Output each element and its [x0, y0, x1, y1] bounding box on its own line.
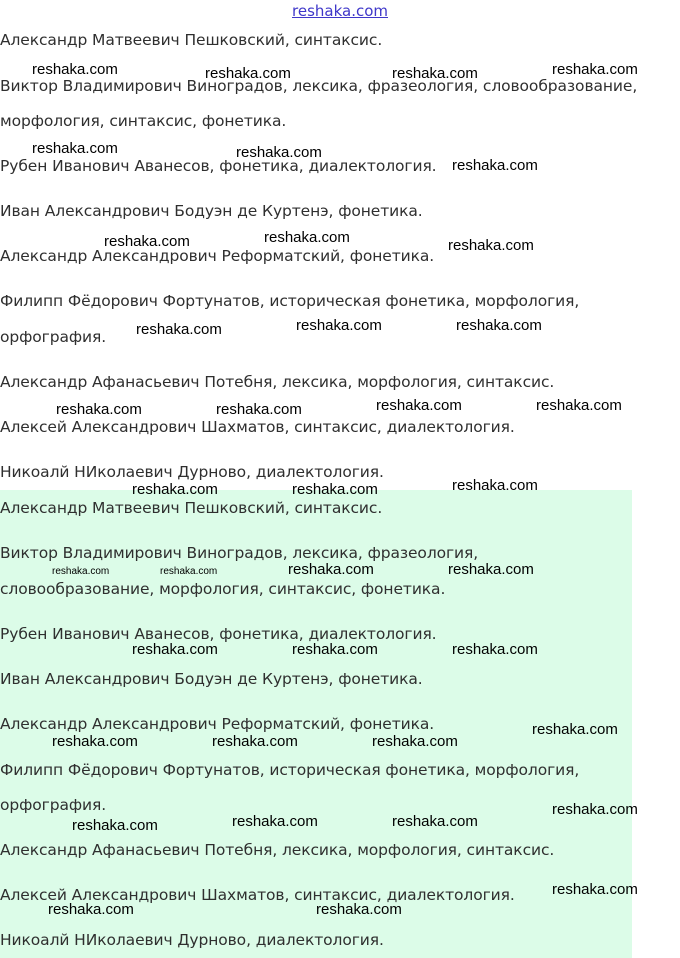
text-line: орфография. [0, 796, 107, 814]
text-line: Александр Матвеевич Пешковский, синтаксис. [0, 31, 383, 49]
watermark: reshaka.com [264, 229, 350, 246]
watermark: reshaka.com [536, 397, 622, 414]
text-line: Александр Афанасьевич Потебня, лексика, морфология, синтаксис. [0, 373, 555, 391]
text-line: Алексей Александрович Шахматов, синтаксис, диалектология. [0, 886, 515, 904]
watermark: reshaka.com [288, 561, 374, 578]
watermark: reshaka.com [392, 813, 478, 830]
watermark: reshaka.com [48, 901, 134, 918]
watermark: reshaka.com [292, 641, 378, 658]
text-line: Рубен Иванович Аванесов, фонетика, диалектология. [0, 625, 437, 643]
text-line: Александр Матвеевич Пешковский, синтаксис. [0, 499, 383, 517]
watermark: reshaka.com [296, 317, 382, 334]
watermark: reshaka.com [376, 397, 462, 414]
watermark: reshaka.com [52, 566, 110, 577]
watermark: reshaka.com [205, 65, 291, 82]
text-line: Иван Александрович Бодуэн де Куртенэ, фонетика. [0, 670, 423, 688]
watermark: reshaka.com [56, 401, 142, 418]
watermark: reshaka.com [532, 721, 618, 738]
text-line: морфология, синтаксис, фонетика. [0, 112, 287, 130]
watermark: reshaka.com [132, 481, 218, 498]
watermark: reshaka.com [372, 733, 458, 750]
watermark: reshaka.com [452, 157, 538, 174]
watermark: reshaka.com [392, 65, 478, 82]
text-line: орфография. [0, 328, 107, 346]
text-line: Никоалй НИколаевич Дурново, диалектология. [0, 463, 384, 481]
text-line: Никоалй НИколаевич Дурново, диалектология. [0, 931, 384, 949]
text-line: Александр Афанасьевич Потебня, лексика, морфология, синтаксис. [0, 841, 555, 859]
watermark: reshaka.com [552, 801, 638, 818]
watermark: reshaka.com [448, 561, 534, 578]
watermark: reshaka.com [32, 61, 118, 78]
watermark: reshaka.com [232, 813, 318, 830]
watermark: reshaka.com [32, 140, 118, 157]
text-line: Иван Александрович Бодуэн де Куртенэ, фонетика. [0, 202, 423, 220]
text-line: словообразование, морфология, синтаксис, фонетика. [0, 580, 446, 598]
watermark: reshaka.com [72, 817, 158, 834]
watermark: reshaka.com [212, 733, 298, 750]
text-line: Виктор Владимирович Виноградов, лексика, фразеология, [0, 544, 479, 562]
text-line: Рубен Иванович Аванесов, фонетика, диалектология. [0, 157, 437, 175]
watermark: reshaka.com [292, 481, 378, 498]
watermark: reshaka.com [136, 321, 222, 338]
watermark: reshaka.com [160, 566, 218, 577]
watermark: reshaka.com [452, 641, 538, 658]
watermark: reshaka.com [52, 733, 138, 750]
watermark: reshaka.com [456, 317, 542, 334]
watermark: reshaka.com [216, 401, 302, 418]
text-line: Алексей Александрович Шахматов, синтаксис, диалектология. [0, 418, 515, 436]
watermark: reshaka.com [316, 901, 402, 918]
site-link[interactable]: reshaka.com [292, 2, 388, 20]
watermark: reshaka.com [452, 477, 538, 494]
watermark: reshaka.com [236, 144, 322, 161]
watermark: reshaka.com [132, 641, 218, 658]
text-line: Филипп Фёдорович Фортунатов, историческая фонетика, морфология, [0, 761, 580, 779]
text-line: Филипп Фёдорович Фортунатов, историческая фонетика, морфология, [0, 292, 580, 310]
text-line: Александр Александрович Реформатский, фонетика. [0, 247, 435, 265]
watermark: reshaka.com [552, 881, 638, 898]
site-header [0, 2, 680, 20]
watermark: reshaka.com [104, 233, 190, 250]
watermark: reshaka.com [448, 237, 534, 254]
watermark: reshaka.com [552, 61, 638, 78]
text-line: Александр Александрович Реформатский, фонетика. [0, 715, 435, 733]
text-line: Виктор Владимирович Виноградов, лексика, фразеология, словообразование, [0, 77, 638, 95]
